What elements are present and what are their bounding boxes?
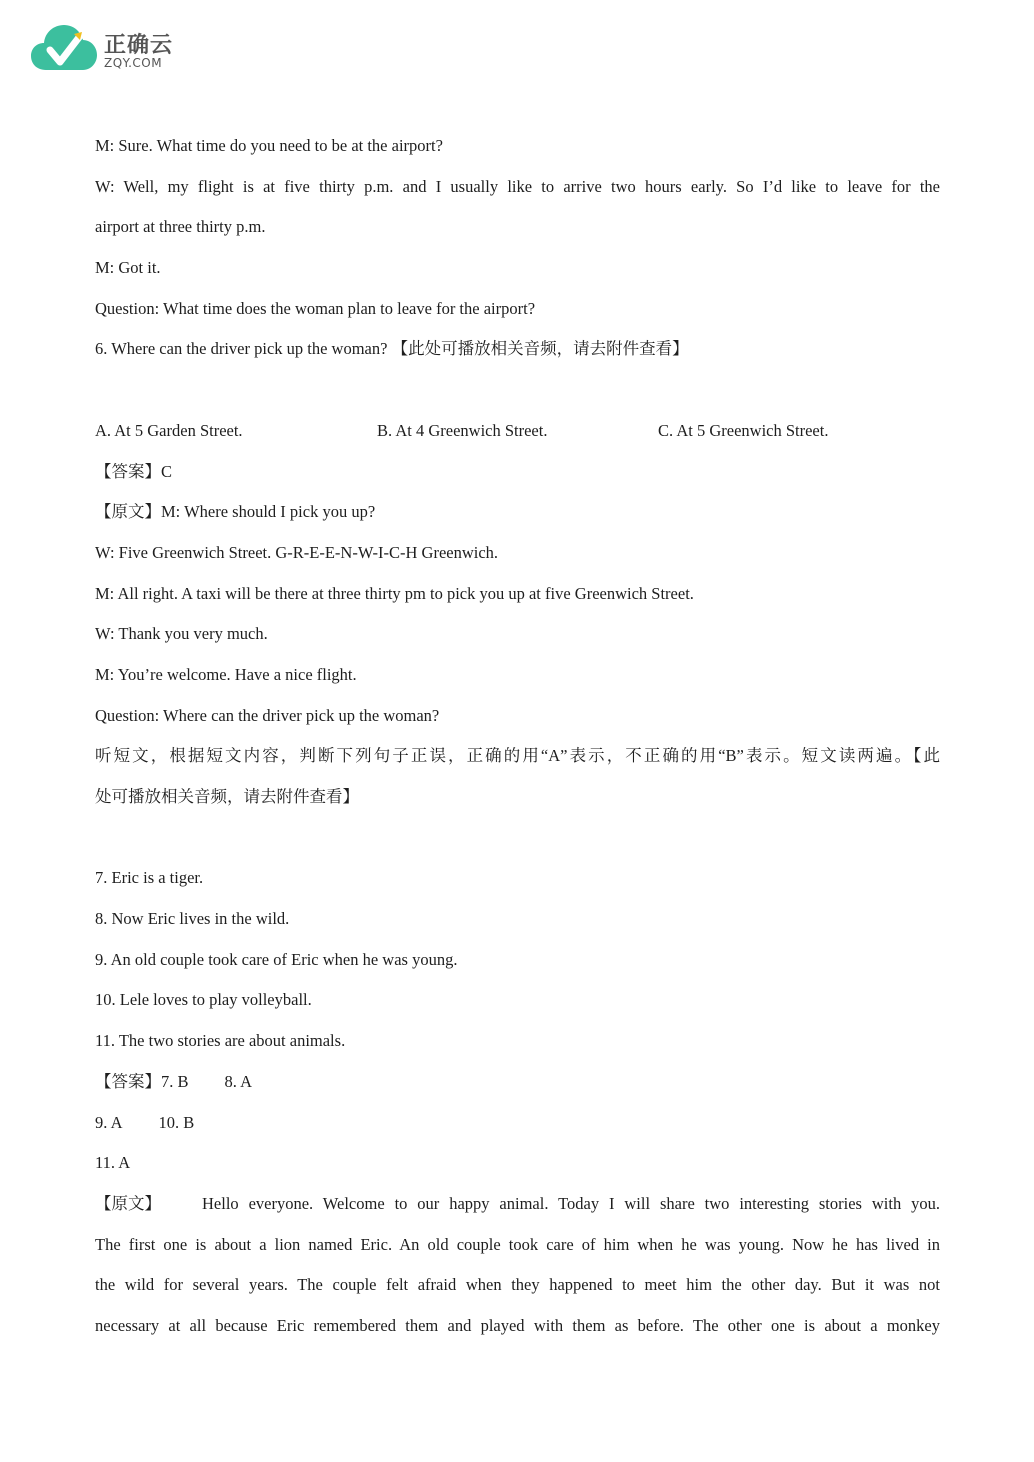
option-b: B. At 4 Greenwich Street. [377,420,548,440]
dialogue-question: Question: What time does the woman plan to leave for the airport? [95,298,536,318]
answers-9-10 [95,1103,940,1144]
option-c: C. At 5 Greenwich Street. [658,420,829,440]
answer-7: 【答案】7. B [95,1071,189,1091]
script-line: M: You’re welcome. Have a nice flight. [95,664,357,684]
document-body [95,126,940,1347]
script-line: M: All right. A taxi will be there at three thirty pm to pick you up at five Greenwich Street. [95,583,694,603]
instruction-line: 听短文，根据短文内容，判断下列句子正误，正确的用“A”表示，不正确的用“B”表示。短文读两遍。【此 [95,746,940,766]
question-7: 7. Eric is a tiger. [95,868,204,888]
instruction-line: 处可播放相关音频，请去附件查看】 [95,787,359,806]
answer-6: 【答案】C [95,461,173,481]
dialogue-line: M: Got it. [95,258,161,278]
dialogue-line: airport at three thirty p.m. [95,217,266,237]
passage-text: Hello everyone. Welcome to our happy animal. Today I will share two interesting stories with you. [202,1193,940,1213]
answer-8: 8. A [224,1071,253,1091]
dialogue-line: M: Sure. What time do you need to be at the airport? [95,136,443,155]
brand-name-en: ZQY.COM [104,56,163,70]
passage-label: 【原文】 [95,1193,161,1213]
question-6-options [95,411,940,452]
brand-name-cn: 正确云 [104,33,174,58]
question-9: 9. An old couple took care of Eric when he was young. [95,949,458,969]
question-11: 11. The two stories are about animals. [95,1031,346,1051]
answer-11: 11. A [95,1153,131,1173]
cloud-check-icon [30,22,98,74]
zqy-logo [30,22,190,74]
answer-9: 9. A [95,1112,123,1132]
dialogue-line: W: Well, my flight is at five thirty p.m. and I usually like to arrive two hours early. So I’d like to leave for the [95,176,940,196]
passage-line [95,1184,940,1225]
script-line: W: Thank you very much. [95,624,268,644]
passage-line: the wild for several years. The couple felt afraid when they happened to meet him the other day. But it was not [95,1275,940,1295]
passage-line: necessary at all because Eric remembered them and played with them as before. The other one is about a monkey [95,1315,940,1335]
blank-line [95,818,940,859]
script-line: 【原文】M: Where should I pick you up? [95,502,376,522]
question-8: 8. Now Eric lives in the wild. [95,909,290,929]
question-6: 6. Where can the driver pick up the woman? 【此处可播放相关音频，请去附件查看】 [95,339,689,359]
question-10: 10. Lele loves to play volleyball. [95,990,312,1010]
passage-line: The first one is about a lion named Eric. An old couple took care of him when he was young. Now he has lived in [95,1234,940,1254]
script-line: W: Five Greenwich Street. G-R-E-E-N-W-I-C-H Greenwich. [95,542,499,562]
answer-10: 10. B [158,1112,195,1132]
option-a: A. At 5 Garden Street. [95,420,243,440]
blank-line [95,370,940,411]
script-line: Question: Where can the driver pick up the woman? [95,705,440,725]
answers-7-8 [95,1062,940,1103]
